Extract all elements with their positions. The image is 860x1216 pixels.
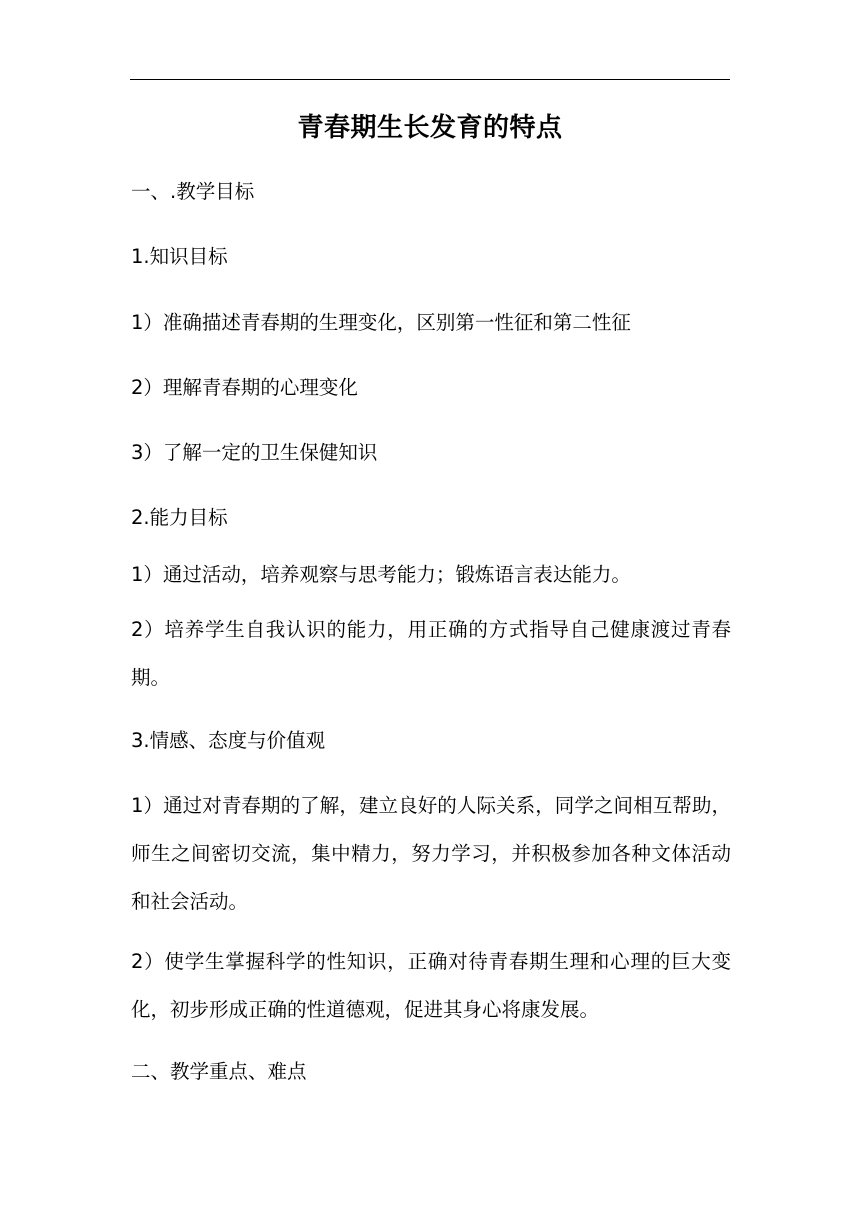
section-heading-key-points: 二、教学重点、难点 bbox=[131, 1060, 307, 1083]
ability-item-2: 2）培养学生自我认识的能力，用正确的方式指导自己健康渡过青春期。 bbox=[131, 618, 731, 689]
section-heading-objectives: 一、.教学目标 bbox=[131, 180, 255, 203]
knowledge-item-2: 2）理解青春期的心理变化 bbox=[131, 376, 358, 399]
ability-item-1: 1）通过活动，培养观察与思考能力；锻炼语言表达能力。 bbox=[131, 563, 631, 586]
subheading-knowledge: 1.知识目标 bbox=[131, 245, 228, 268]
emotion-item-1: 1）通过对青春期的了解，建立良好的人际关系，同学之间相互帮助，师生之间密切交流，集中精力，努力学习，并积极参加各种文体活动和社会活动。 bbox=[131, 794, 731, 913]
emotion-item-2: 2）使学生掌握科学的性知识，正确对待青春期生理和心理的巨大变化，初步形成正确的性道德观，促进其身心将康发展。 bbox=[131, 950, 731, 1021]
subheading-emotion: 3.情感、态度与价值观 bbox=[131, 729, 326, 752]
document-title: 青春期生长发育的特点 bbox=[297, 113, 563, 143]
subheading-ability: 2.能力目标 bbox=[131, 506, 228, 529]
knowledge-item-1: 1）准确描述青春期的生理变化，区别第一性征和第二性征 bbox=[131, 311, 631, 334]
header-rule bbox=[130, 79, 730, 80]
knowledge-item-3: 3）了解一定的卫生保健知识 bbox=[131, 441, 378, 464]
